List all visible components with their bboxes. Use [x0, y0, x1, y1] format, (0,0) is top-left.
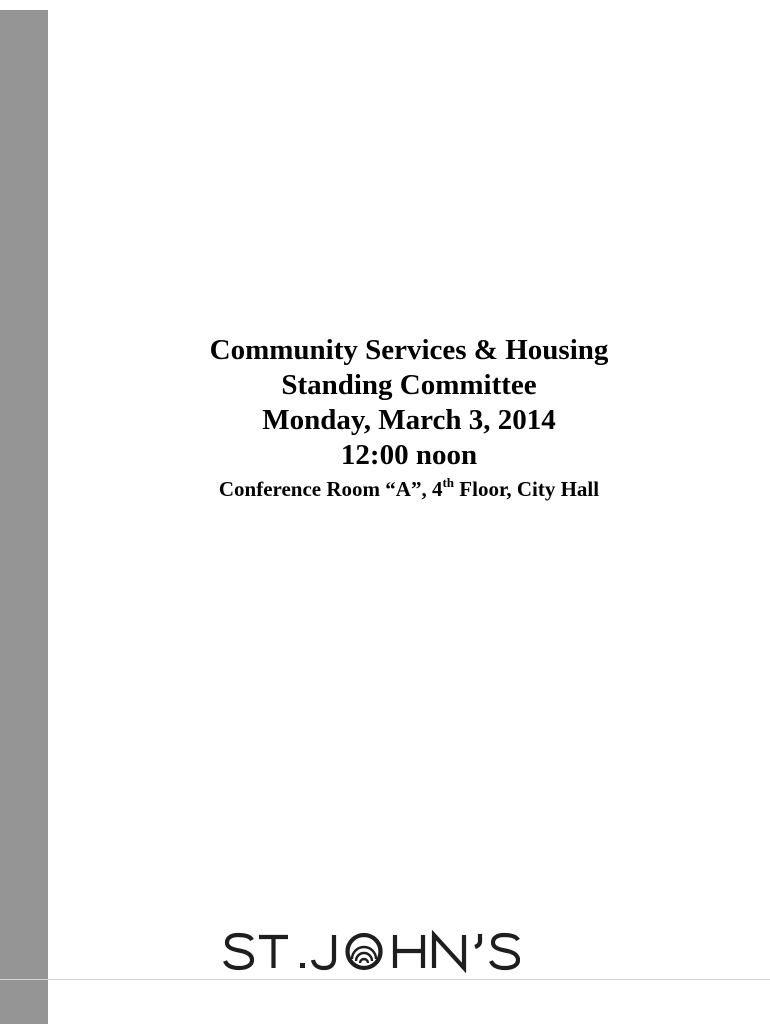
meeting-time: 12:00 noon	[340, 439, 478, 471]
location-superscript: th	[442, 475, 455, 490]
meeting-location	[48, 475, 770, 503]
side-bar	[0, 10, 48, 1024]
meeting-date: Monday, March 3, 2014	[262, 404, 556, 436]
bottom-rule	[0, 979, 770, 980]
location-suffix: Floor, City Hall	[454, 477, 600, 501]
location-prefix: Conference Room “A”, 4	[218, 477, 443, 501]
committee-type: Standing Committee	[281, 369, 537, 401]
committee-name: Community Services & Housing	[209, 334, 609, 366]
title-block	[48, 333, 770, 503]
st-johns-logo	[222, 928, 548, 974]
